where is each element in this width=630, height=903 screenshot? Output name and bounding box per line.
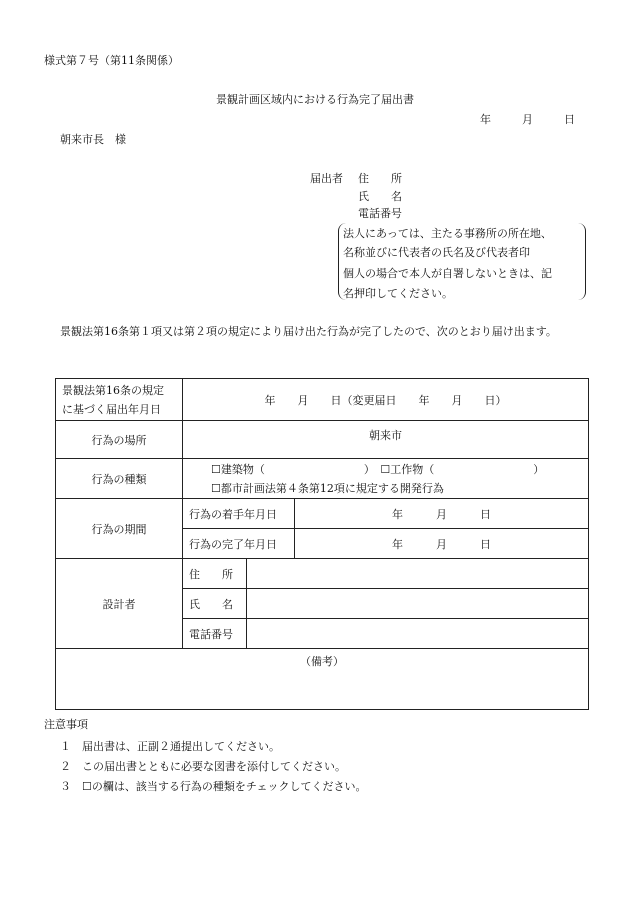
designer-address-field[interactable]	[247, 559, 589, 589]
addressee: 朝来市長 様	[60, 133, 126, 146]
action-type-options	[183, 459, 589, 499]
applicant-note-line: 名称並びに代表者の氏名及び代表者印	[343, 246, 530, 259]
period-label: 行為の期間	[56, 499, 183, 559]
note-item: ３ ☐の欄は、該当する行為の種類をチェックしてください。	[60, 780, 367, 793]
checkbox-development-act[interactable]: ☐都市計画法第４条第12項に規定する開発行為	[211, 481, 444, 495]
table-row	[56, 379, 589, 421]
designer-phone-label: 電話番号	[183, 619, 247, 649]
document-title: 景観計画区域内における行為完了届出書	[216, 93, 414, 106]
designer-address-label: 住 所	[183, 559, 247, 589]
notification-date-field[interactable]: 年 月 日（変更届日 年 月 日）	[183, 379, 589, 421]
table-row	[56, 421, 589, 459]
location-label: 行為の場所	[56, 421, 183, 459]
applicant-note-line: 名押印してください。	[343, 287, 453, 300]
completion-form-table	[55, 378, 589, 710]
applicant-note-line: 個人の場合で本人が自署しないときは、記	[343, 267, 552, 280]
start-date-field[interactable]: 年 月 日	[295, 499, 589, 529]
designer-label: 設計者	[56, 559, 183, 649]
applicant-phone-label: 電話番号	[358, 207, 402, 220]
table-row	[56, 459, 589, 499]
notification-date-label-a: 景観法第16条の規定	[62, 383, 164, 397]
intro-text: 景観法第16条第１項又は第２項の規定により届け出た行為が完了したので、次のとおり届け出ます。	[60, 325, 557, 338]
action-type-label: 行為の種類	[56, 459, 183, 499]
table-row	[56, 559, 589, 589]
date-year: 年	[480, 113, 491, 126]
remarks-field[interactable]: （備考）	[56, 649, 589, 710]
completion-date-label: 行為の完了年月日	[183, 529, 295, 559]
designer-name-field[interactable]	[247, 589, 589, 619]
table-row	[56, 499, 589, 529]
notification-date-label-b: に基づく届出年月日	[62, 402, 161, 416]
notification-date-label-cell	[56, 379, 183, 421]
table-row	[56, 649, 589, 710]
applicant-note-line: 法人にあっては、主たる事務所の所在地、	[343, 227, 552, 240]
notifier-label: 届出者	[310, 172, 343, 185]
applicant-address-label: 住 所	[358, 172, 402, 185]
location-field[interactable]: 朝来市	[183, 421, 589, 459]
date-row	[480, 111, 575, 127]
date-month: 月	[522, 113, 533, 126]
note-item: １ 届出書は、正副２通提出してください。	[60, 740, 280, 753]
completion-date-field[interactable]: 年 月 日	[295, 529, 589, 559]
start-date-label: 行為の着手年月日	[183, 499, 295, 529]
applicant-name-label: 氏 名	[358, 190, 402, 203]
designer-name-label: 氏 名	[183, 589, 247, 619]
notes-heading: 注意事項	[44, 718, 88, 731]
note-item: ２ この届出書とともに必要な図書を添付してください。	[60, 760, 346, 773]
form-number: 様式第７号（第11条関係）	[44, 54, 179, 67]
checkbox-building-structure[interactable]: ☐建築物（ ） ☐工作物（ ）	[211, 462, 545, 476]
designer-phone-field[interactable]	[247, 619, 589, 649]
date-day: 日	[564, 113, 575, 126]
